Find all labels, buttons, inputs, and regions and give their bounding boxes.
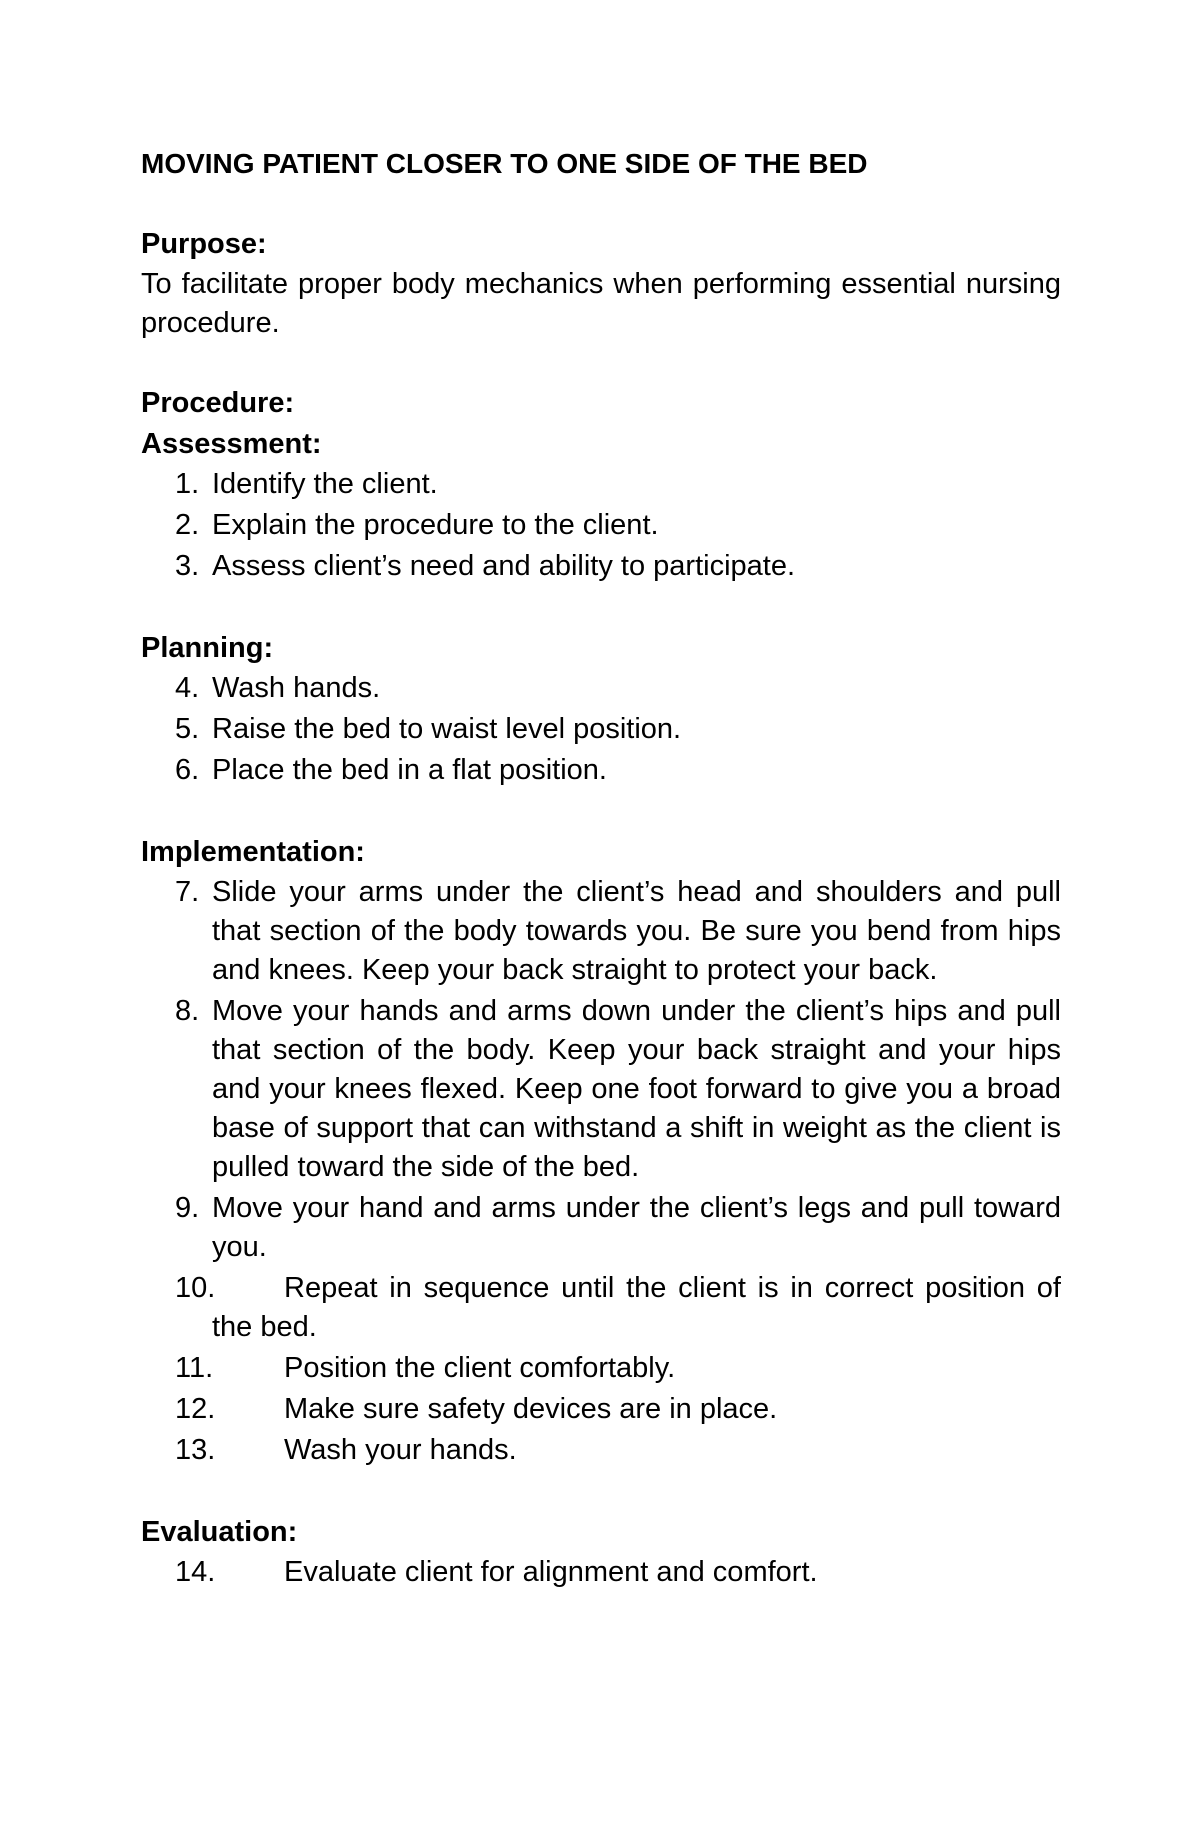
evaluation-steps bbox=[141, 1553, 1061, 1592]
spacer bbox=[141, 588, 1061, 628]
step-text: Wash your hands. bbox=[284, 1434, 517, 1466]
step-number: 4. bbox=[175, 672, 200, 704]
step-number: 10. bbox=[175, 1272, 216, 1304]
step-number: 12. bbox=[175, 1393, 216, 1425]
purpose-heading: Purpose: bbox=[141, 228, 267, 260]
step-text: Make sure safety devices are in place. bbox=[284, 1393, 778, 1425]
document-title: MOVING PATIENT CLOSER TO ONE SIDE OF THE BED bbox=[141, 148, 868, 179]
implementation-steps bbox=[141, 873, 1061, 1470]
step-text: Identify the client. bbox=[212, 468, 438, 500]
list-item bbox=[141, 1553, 1061, 1592]
step-number: 5. bbox=[175, 713, 200, 745]
list-item bbox=[141, 669, 1061, 708]
step-text: Assess client’s need and ability to participate. bbox=[212, 550, 796, 582]
procedure-heading: Procedure: bbox=[141, 387, 295, 419]
implementation-heading: Implementation: bbox=[141, 836, 365, 868]
list-item bbox=[141, 465, 1061, 504]
step-number: 8. bbox=[175, 995, 200, 1027]
planning-heading: Planning: bbox=[141, 632, 274, 664]
planning-steps bbox=[141, 669, 1061, 790]
step-text: Wash hands. bbox=[212, 672, 381, 704]
list-item bbox=[141, 1189, 1061, 1267]
document-page bbox=[141, 144, 1061, 1594]
list-item bbox=[141, 710, 1061, 749]
spacer bbox=[141, 792, 1061, 832]
list-item bbox=[141, 992, 1061, 1187]
list-item bbox=[141, 1349, 1061, 1388]
list-item bbox=[141, 1390, 1061, 1429]
list-item bbox=[141, 547, 1061, 586]
step-text: Move your hands and arms down under the client’s hips and pull that section of the body. Keep your back straight and your hips and your knees flexed. Keep one foot forward to give you a broad base of support that can withstand a shift in weight as the client is pulled toward the side of the bed. bbox=[212, 995, 1061, 1183]
step-number: 1. bbox=[175, 468, 200, 500]
step-text: Repeat in sequence until the client is in correct position of the bed. bbox=[212, 1272, 1061, 1343]
step-text: Place the bed in a flat position. bbox=[212, 754, 607, 786]
step-number: 6. bbox=[175, 754, 200, 786]
list-item bbox=[141, 1431, 1061, 1470]
step-number: 3. bbox=[175, 550, 200, 582]
step-number: 11. bbox=[175, 1352, 214, 1384]
step-text: Position the client comfortably. bbox=[284, 1352, 676, 1384]
list-item bbox=[141, 751, 1061, 790]
step-number: 7. bbox=[175, 876, 200, 908]
step-text: Raise the bed to waist level position. bbox=[212, 713, 682, 745]
step-text: Evaluate client for alignment and comfort. bbox=[284, 1556, 818, 1588]
list-item bbox=[141, 1269, 1061, 1347]
assessment-heading: Assessment: bbox=[141, 428, 322, 460]
evaluation-heading: Evaluation: bbox=[141, 1516, 298, 1548]
step-number: 14. bbox=[175, 1556, 216, 1588]
assessment-steps bbox=[141, 465, 1061, 586]
step-number: 9. bbox=[175, 1192, 200, 1224]
spacer bbox=[141, 343, 1061, 383]
step-text: Slide your arms under the client’s head and shoulders and pull that section of the body towards you. Be sure you bend from hips and knees. Keep your back straight to protect your back. bbox=[212, 876, 1061, 986]
purpose-text: To facilitate proper body mechanics when performing essential nursing procedure. bbox=[141, 268, 1061, 339]
list-item bbox=[141, 506, 1061, 545]
spacer bbox=[141, 1472, 1061, 1512]
step-number: 2. bbox=[175, 509, 200, 541]
step-number: 13. bbox=[175, 1434, 216, 1466]
step-text: Explain the procedure to the client. bbox=[212, 509, 659, 541]
step-text: Move your hand and arms under the client’s legs and pull toward you. bbox=[212, 1192, 1061, 1263]
list-item bbox=[141, 873, 1061, 990]
